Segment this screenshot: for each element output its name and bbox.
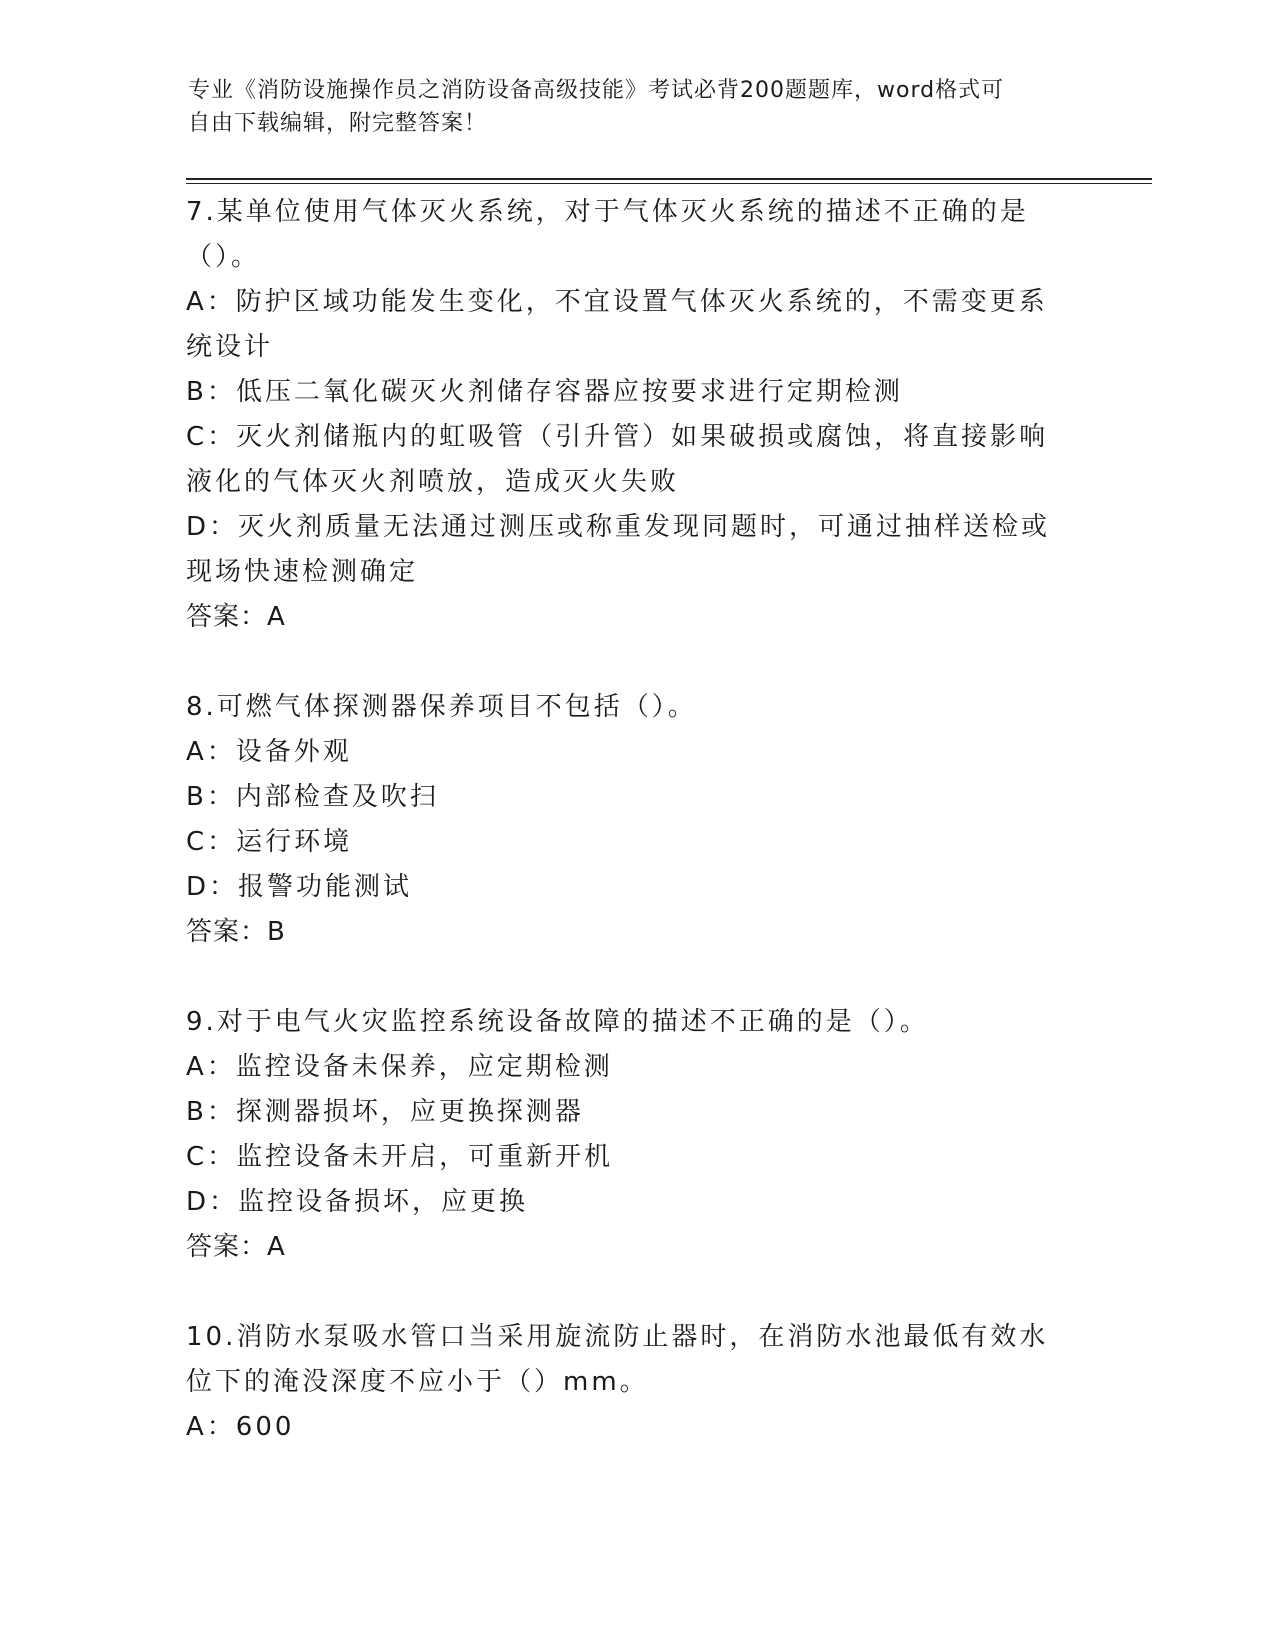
option-b: B：探测器损坏，应更换探测器: [186, 1097, 584, 1127]
question-7: [186, 190, 1076, 640]
header-divider-thin: [186, 183, 1152, 184]
header-line-1: 专业《消防设施操作员之消防设备高级技能》考试必背200题题库，word格式可: [188, 78, 1005, 103]
document-header: [188, 74, 1068, 140]
option-c: C：灭火剂储瓶内的虹吸管（引升管）如果破损或腐蚀，将直接影响液化的气体灭火剂喷放，造成灭火失败: [186, 422, 1049, 497]
option-b: B：内部检查及吹扫: [186, 782, 439, 812]
question-8: [186, 685, 1076, 955]
answer: 答案：A: [186, 602, 286, 632]
answer: 答案：A: [186, 1232, 286, 1262]
question-9: [186, 1000, 1076, 1270]
question-stem: 10.消防水泵吸水管口当采用旋流防止器时，在消防水池最低有效水位下的淹没深度不应小于（）mm。: [186, 1322, 1049, 1397]
option-b: B：低压二氧化碳灭火剂储存容器应按要求进行定期检测: [186, 377, 903, 407]
option-c: C：运行环境: [186, 827, 353, 857]
option-a: A：600: [186, 1412, 295, 1442]
header-line-2: 自由下载编辑，附完整答案！: [188, 111, 488, 136]
option-d: D：报警功能测试: [186, 872, 413, 902]
option-a: A：设备外观: [186, 737, 352, 767]
option-d: D：监控设备损坏，应更换: [186, 1187, 529, 1217]
option-d: D：灭火剂质量无法通过测压或称重发现同题时，可通过抽样送检或现场快速检测确定: [186, 512, 1051, 587]
option-a: A：监控设备未保养，应定期检测: [186, 1052, 613, 1082]
question-list: [186, 190, 1076, 1495]
question-stem: 9.对于电气火灾监控系统设备故障的描述不正确的是（）。: [186, 1007, 929, 1037]
question-10: [186, 1315, 1076, 1450]
option-c: C：监控设备未开启，可重新开机: [186, 1142, 614, 1172]
question-stem: 8.可燃气体探测器保养项目不包括（）。: [186, 692, 697, 722]
question-stem: 7.某单位使用气体灭火系统，对于气体灭火系统的描述不正确的是（）。: [186, 197, 1029, 272]
header-divider-thick: [186, 178, 1152, 180]
answer: 答案：B: [186, 917, 286, 947]
option-a: A：防护区域功能发生变化，不宜设置气体灭火系统的，不需变更系统设计: [186, 287, 1048, 362]
